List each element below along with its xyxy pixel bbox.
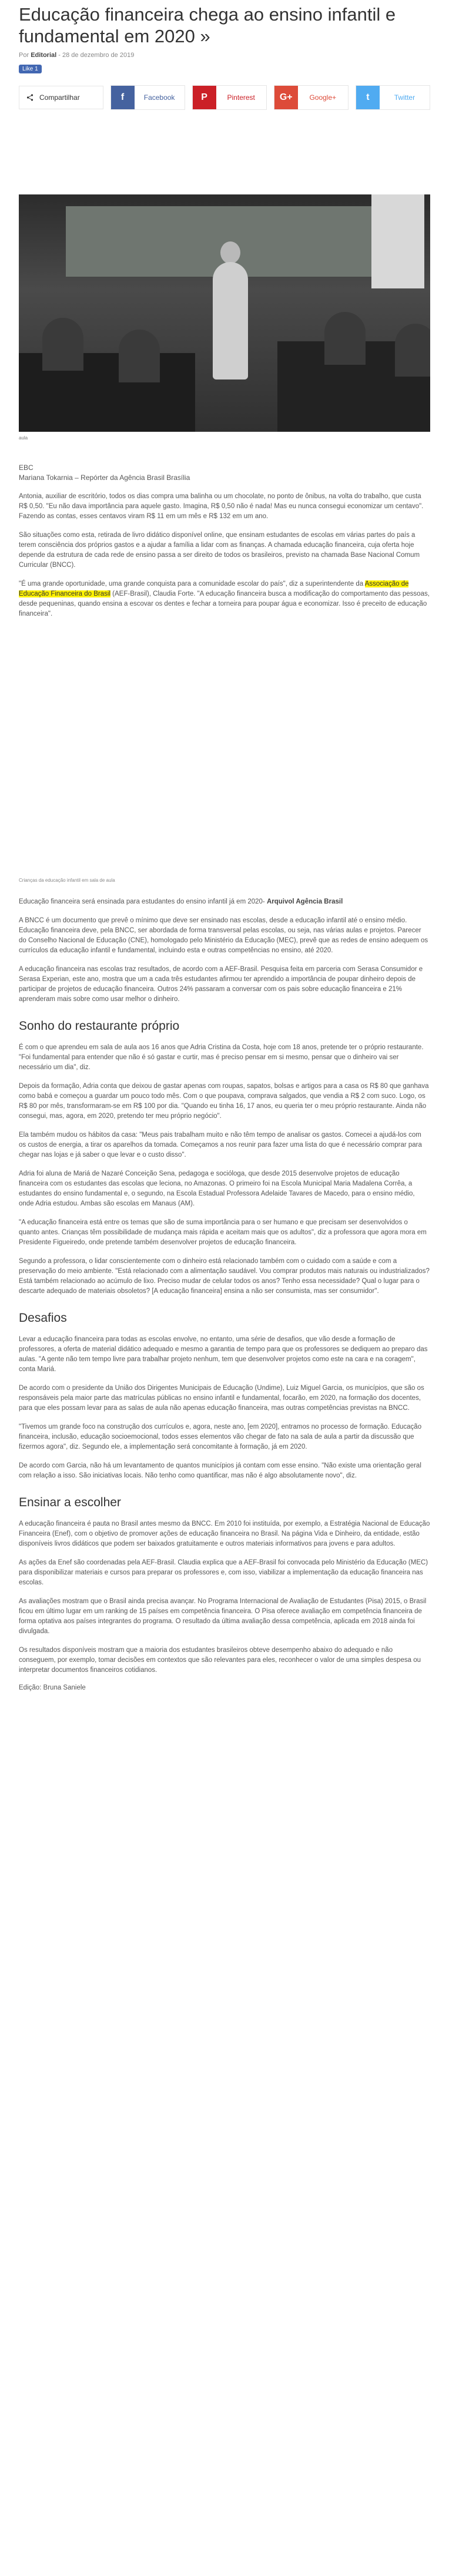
paragraph: Levar a educação financeira para todas as escolas envolve, no entanto, uma série de desafios, que vão desde a formação de professores, a oferta de material didático adequado e mesmo a garantia de tempo para que os professores se dediquem ao preparo das aulas. "A gente não tem tempo livre para trabalhar projeto nenhum, tem que desenvolver projetos como este na cara e na coragem", conta Mariá. [19, 1336, 428, 1373]
embedded-image-placeholder [19, 619, 430, 878]
article-title: Educação financeira chega ao ensino infantil e fundamental em 2020 » [19, 4, 396, 46]
share-twitter-label: Twitter [394, 93, 416, 102]
student-shape [119, 330, 160, 382]
paragraph: A educação financeira nas escolas traz resultados, de acordo com a AEF-Brasil. Pesquisa feita em parceria com Serasa Consumidor e Serasa Experian, este ano, mostra que um a cada três estudantes afirmou ter aprendido a importância de poupar dinheiro depois de participar de projetos de educação financeira. Outros 24% passaram a conversar com os pais sobre educação financeira e 21% aprenderam mais sobre como usar melhor o dinheiro. [19, 966, 423, 1003]
credit-reporter: Mariana Tokarnia – Repórter da Agência Brasil Brasília [19, 473, 190, 482]
photo-note-credit: Arquivol Agência Brasil [266, 898, 343, 905]
paragraph: Antonia, auxiliar de escritório, todos os dias compra uma balinha ou um chocolate, no ponto de ônibus, na volta do trabalho, que custa R$ 0,50. "Eu não dava importância para aquele gasto. Imagina, R$ 0,50 não é nada! Mas eu nunca consegui economizar um centavo". Fazendo as contas, esses centavos viram R$ 11 em um mês e R$ 132 em um ano. [19, 493, 424, 520]
section-heading: Ensinar a escolher [19, 1496, 121, 1509]
photo-note-text: Educação financeira será ensinada para estudantes do ensino infantil já em 2020- [19, 898, 265, 905]
quote-text: "É uma grande oportunidade, uma grande conquista para a comunidade escolar do país", diz a superintendente da [19, 580, 365, 587]
share-twitter-button[interactable] [356, 85, 430, 110]
article-meta [19, 52, 430, 59]
author-link[interactable]: Editorial [31, 52, 57, 59]
window-shape [371, 194, 424, 288]
pinterest-icon: P [193, 86, 216, 109]
quote-text: (AEF-Brasil), Claudia Forte. "A educação financeira busca a modificação do comportamento das pessoas, desde pequeninas, quando ensina a escovar os dentes e fechar a torneira para poupar água e economizar. Isso é preceito de educação financeira". [19, 590, 430, 617]
paragraph: As ações da Enef são coordenadas pela AEF-Brasil. Claudia explica que a AEF-Brasil foi convocada pelo Ministério da Educação (MEC) para disponibilizar materiais e cursos para preparar os professores e, com isso, viabilizar a implementação da educação financeira nas escolas. [19, 1559, 428, 1586]
image-caption: Crianças da educação infantil em sala de aula [19, 878, 115, 883]
paragraph: "A educação financeira está entre os temas que são de suma importância para o ser humano e que precisam ser desenvolvidos o quanto antes. Crianças têm possibilidade de mudança mais rápida e aceitam mais que os adultos", diz a professora que agora mora em Presidente Figueiredo, onde pretende também desenvolver projetos de educação financeira. [19, 1219, 427, 1246]
share-googleplus-button[interactable] [274, 85, 349, 110]
facebook-like-button[interactable] [19, 65, 42, 73]
teacher-head-shape [220, 241, 240, 264]
paragraph: Ela também mudou os hábitos da casa: "Meus pais trabalham muito e não têm tempo de analisar os gastos. Comecei a ajudá-los com os custos de energia, a tirar os aparelhos da tomada. Começamos a nos reunir para fazer uma lista do que é necessário comprar para chegar nas lojas e já saber o que levar e o custo disso". [19, 1131, 422, 1158]
share-facebook-button[interactable] [110, 85, 185, 110]
publish-date: 28 de dezembro de 2019 [62, 52, 135, 59]
teacher-shape [213, 262, 248, 379]
section-heading: Sonho do restaurante próprio [19, 1019, 180, 1033]
share-button[interactable] [19, 86, 103, 109]
paragraph: De acordo com Garcia, não há um levantamento de quantos municípios já contam com esse ensino. "Não existe uma orientação geral com relação a isso. São iniciativas locais. Não tenho como quantificar, mas não é algo absolutamente novo", diz. [19, 1462, 421, 1479]
paragraph: De acordo com o presidente da União dos Dirigentes Municipais de Educação (Undime), Luiz Miguel Garcia, os municípios, que são os responsáveis pela maior parte das matrículas públicas no ensino infantil e fundamental, focarão, em 2020, na formação dos docentes, para que eles possam levar para as salas de aula não apenas educação financeira, mas outras competências previstas na BNCC. [19, 1385, 424, 1412]
paragraph: É com o que aprendeu em sala de aula aos 16 anos que Adria Cristina da Costa, hoje com 18 anos, pretende ter o próprio restaurante. "Foi fundamental para entender que não é só gastar e curtir, mas é preciso pensar em si mesmo, pensar que o dinheiro vai ser necessário um dia", diz. [19, 1044, 424, 1071]
hero-image [19, 194, 430, 432]
twitter-icon: t [356, 86, 380, 109]
photo-note [19, 897, 430, 907]
paragraph: Segundo a professora, o lidar conscientemente com o dinheiro está relacionado também com o cuidado com a saúde e com a preservação do meio ambiente. "Está relacionado com a alimentação saudável. Vou comprar produtos mais naturais ou industrializados? Está também relacionado ao acúmulo de lixo. Preciso mudar de celular todos os anos? Tenho essa necessidade? Qual o lugar para o descarte adequado de materiais obsoletos? [A educação financeira] ensina a não ser consumista, mas ser consumidor". [19, 1258, 430, 1295]
share-bar [19, 85, 430, 110]
paragraph: São situações como esta, retirada de livro didático disponível online, que ensinam estudantes de escolas em várias partes do país a terem consciência dos próprios gastos e a ajudar a família a lidar com as finanças. A chamada educação financeira, cuja oferta hoje depende da estrutura de cada rede de ensino passa a ser direito de todos os brasileiros, previsto na chamada Base Nacional Comum Curricular (BNCC). [19, 532, 420, 569]
share-icon [26, 94, 33, 101]
meta-prefix: Por [19, 52, 29, 59]
googleplus-icon: G+ [274, 86, 298, 109]
student-shape [395, 324, 430, 377]
paragraph: A educação financeira é pauta no Brasil antes mesmo da BNCC. Em 2010 foi instituída, por exemplo, a Estratégia Nacional de Educação Financeira (Enef), com o objetivo de promover ações de educação financeira no Brasil. Na página Vida e Dinheiro, da entidade, estão disponíveis livros didáticos que podem ser baixados gratuitamente e outros materiais informativos para jovens e para adultos. [19, 1520, 430, 1547]
facebook-icon: f [111, 86, 135, 109]
paragraph: Adria foi aluna de Mariá de Nazaré Conceição Sena, pedagoga e socióloga, que desde 2015 desenvolve projetos de educação financeira com os estudantes das escolas que leciona, no Amazonas. O primeiro foi na Escola Municipal Maria Madalena Corrêa, a estudantes do ensino fundamental e, o segundo, na Escola Estadual Professora Adelaide Tavares de Macedo, para o ensino médio, onde Adria estudou. Ambas são escolas em Manaus (AM). [19, 1170, 415, 1207]
share-label: Compartilhar [39, 93, 80, 102]
quote-paragraph [19, 579, 430, 619]
student-shape [42, 318, 83, 371]
aef-brasil-link[interactable]: Associação de Educação Financeira do Brasil [19, 580, 409, 597]
editor-credit: Edição: Bruna Saniele [19, 1684, 86, 1691]
credit-source: EBC [19, 464, 33, 472]
section-heading: Desafios [19, 1311, 67, 1325]
share-pinterest-button[interactable] [192, 85, 267, 110]
hero-caption: aula [19, 435, 28, 441]
paragraph: "Tivemos um grande foco na construção dos currículos e, agora, neste ano, [em 2020], entramos no processo de formação. Educação financeira, inclusão, educação socioemocional, todos esses elementos vão chegar de fato na sala de aula a partir da discussão que fizermos agora", diz. Segundo ele, a implementação será concomitante à formação, já em 2020. [19, 1423, 422, 1450]
paragraph: A BNCC é um documento que prevê o mínimo que deve ser ensinado nas escolas, desde a educação infantil até o ensino médio. Educação financeira deve, pela BNCC, ser abordada de forma transversal pelas escolas, ou seja, nas várias aulas e projetos. Parecer do Conselho Nacional de Educação (CNE), homologado pelo Ministério da Educação (MEC), prevê que as redes de ensino adequem os currículos da educação infantil e fundamental, incluindo esta e outras competências no ensino, até 2020. [19, 917, 428, 954]
share-facebook-label: Facebook [143, 93, 175, 102]
paragraph: Depois da formação, Adria conta que deixou de gastar apenas com roupas, sapatos, bolsas e artigos para a casa os R$ 80 que ganhava como babá e começou a guardar um pouco todo mês. Com o que poupava, comprava salgados, que vendia a R$ 2 com suco. Logo, os R$ 80 por mês, transformaram-se em R$ 100 por dia. "Quando eu tinha 16, 17 anos, eu queria ter o meu próprio restaurante. Ainda não consegui, mas, agora, em 2020, pretendo ter meu próprio negócio". [19, 1083, 429, 1120]
share-googleplus-label: Google+ [309, 93, 337, 102]
share-pinterest-label: Pinterest [227, 93, 255, 102]
article-credit [19, 463, 430, 483]
paragraph: As avaliações mostram que o Brasil ainda precisa avançar. No Programa Internacional de Avaliação de Estudantes (Pisa) 2015, o Brasil ficou em último lugar em um ranking de 15 países em competência financeira. O Pisa oferece avaliação em competência financeira de forma optativa aos países integrantes do programa. O resultado da última avaliação dessa competência, aplicada em 2018 ainda foi divulgada. [19, 1598, 427, 1635]
paragraph: Os resultados disponíveis mostram que a maioria dos estudantes brasileiros obteve desempenho abaixo do adequado e não conseguem, por exemplo, tomar decisões em contextos que são relevantes para eles, reconhecer o valor de uma simples despesa ou interpretar documentos financeiros cotidianos. [19, 1647, 421, 1674]
like-label: Like 1 [22, 66, 38, 72]
student-shape [324, 312, 366, 365]
meta-separator: - [58, 52, 61, 59]
